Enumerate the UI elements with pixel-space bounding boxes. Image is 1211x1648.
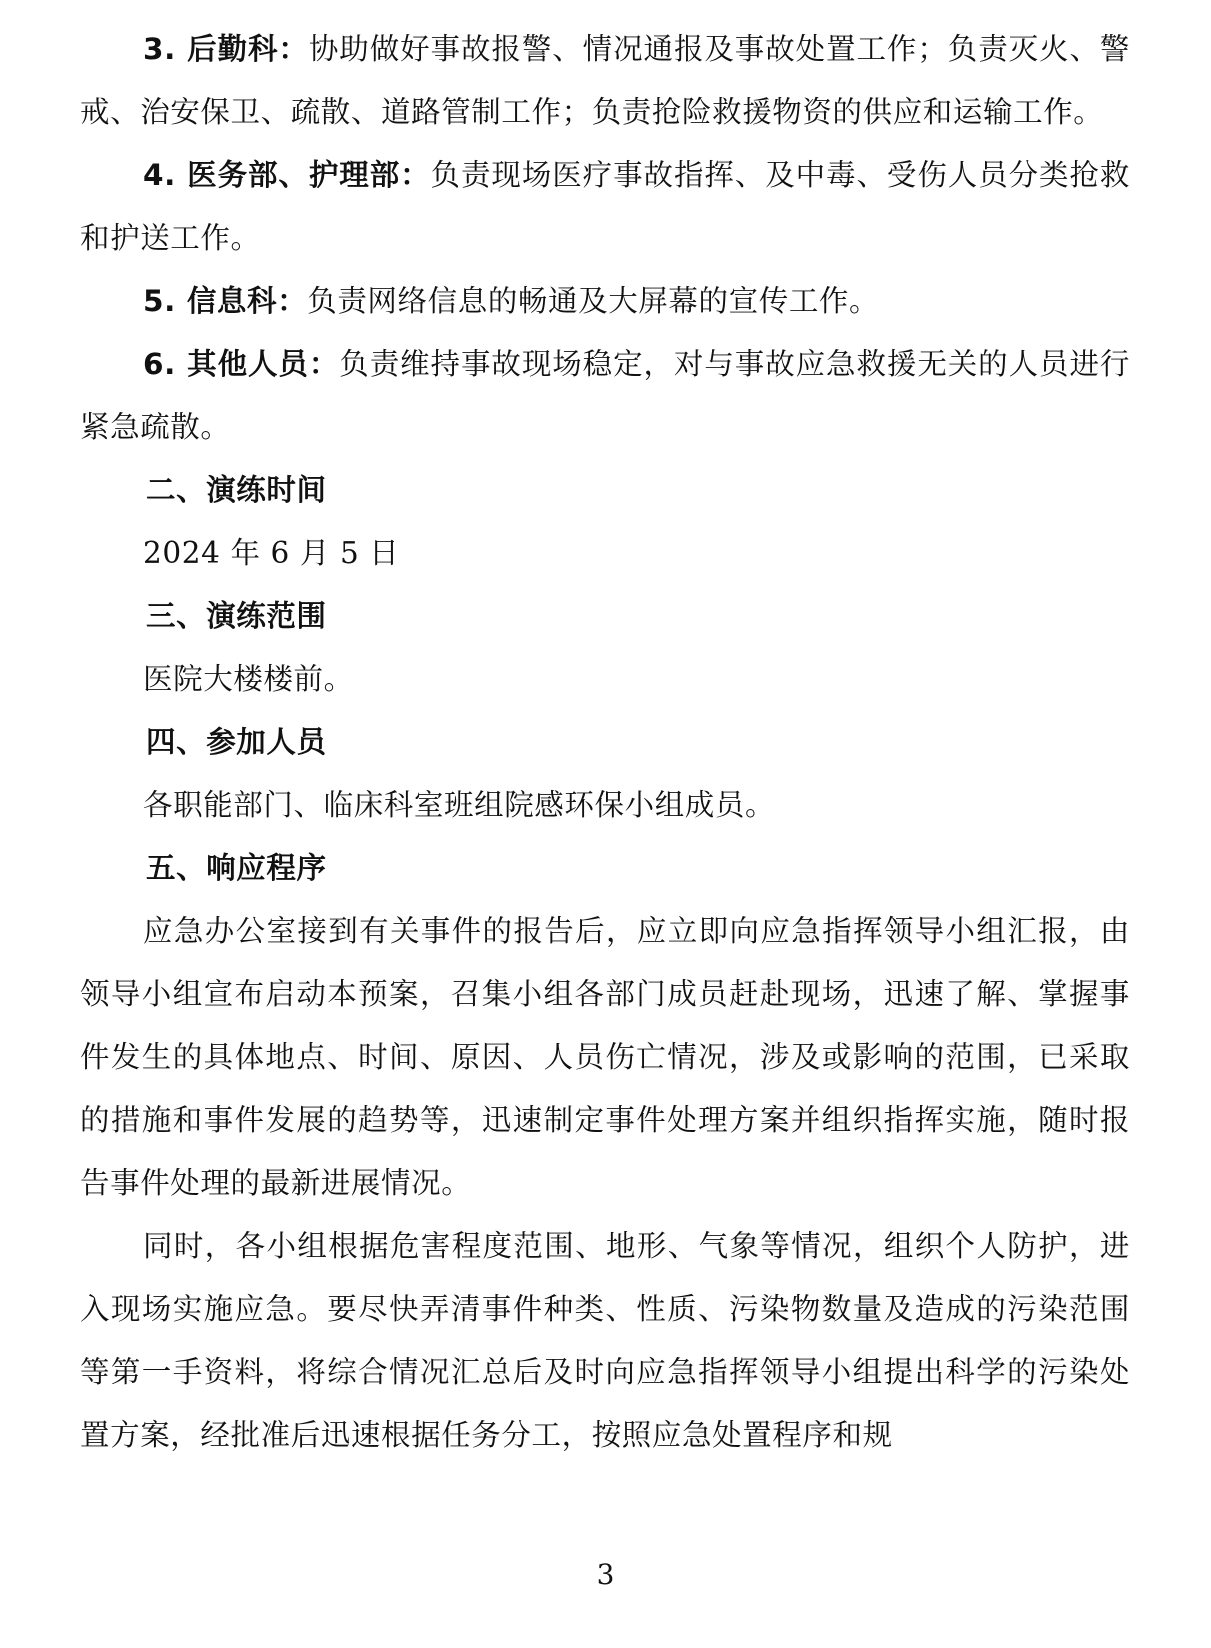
drill-participants: 各职能部门、临床科室班组院感环保小组成员。 [143, 788, 776, 822]
role-paragraph-others [80, 333, 1130, 459]
role-description: 负责网络信息的畅通及大屏幕的宣传工作。 [307, 284, 880, 318]
role-number: 4. [143, 158, 176, 192]
section-heading-time: 二、演练时间 [146, 473, 327, 507]
role-number: 6. [143, 347, 176, 381]
role-number: 5. [143, 284, 176, 318]
role-name: 医务部、护理部： [187, 158, 431, 192]
role-label [143, 347, 339, 381]
role-number: 3. [143, 32, 176, 66]
role-description: 负责维持事故现场稳定，对与事故应急救援无关的人员进行紧急疏散。 [80, 347, 1130, 444]
role-name: 后勤科： [187, 32, 309, 66]
role-paragraph-logistics [80, 18, 1130, 144]
page-number: 3 [596, 1558, 615, 1591]
drill-scope: 医院大楼楼前。 [143, 662, 354, 696]
drill-date: 2024 年 6 月 5 日 [143, 536, 400, 570]
section-heading-participants: 四、参加人员 [146, 725, 327, 759]
role-label [143, 32, 309, 66]
procedure-paragraph: 同时，各小组根据危害程度范围、地形、气象等情况，组织个人防护，进入现场实施应急。要尽快弄清事件种类、性质、污染物数量及造成的污染范围等第一手资料，将综合情况汇总后及时向应急指挥领导小组提出科学的污染处置方案，经批准后迅速根据任务分工，按照应急处置程序和规 [80, 1229, 1130, 1452]
role-paragraph-medical [80, 144, 1130, 270]
section-heading-procedure: 五、响应程序 [146, 851, 327, 885]
role-label [143, 284, 307, 318]
role-name: 其他人员： [187, 347, 340, 381]
role-paragraph-information [80, 270, 1130, 333]
role-description: 负责现场医疗事故指挥、及中毒、受伤人员分类抢救和护送工作。 [80, 158, 1130, 255]
procedure-paragraph: 应急办公室接到有关事件的报告后，应立即向应急指挥领导小组汇报，由领导小组宣布启动本预案，召集小组各部门成员赶赴现场，迅速了解、掌握事件发生的具体地点、时间、原因、人员伤亡情况，涉及或影响的范围，已采取的措施和事件发展的趋势等，迅速制定事件处理方案并组织指挥实施，随时报告事件处理的最新进展情况。 [80, 914, 1130, 1200]
document-body [80, 18, 1130, 1467]
role-label [143, 158, 431, 192]
section-heading-scope: 三、演练范围 [146, 599, 327, 633]
role-name: 信息科： [186, 284, 308, 318]
role-description: 协助做好事故报警、情况通报及事故处置工作；负责灭火、警戒、治安保卫、疏散、道路管制工作；负责抢险救援物资的供应和运输工作。 [80, 32, 1130, 129]
